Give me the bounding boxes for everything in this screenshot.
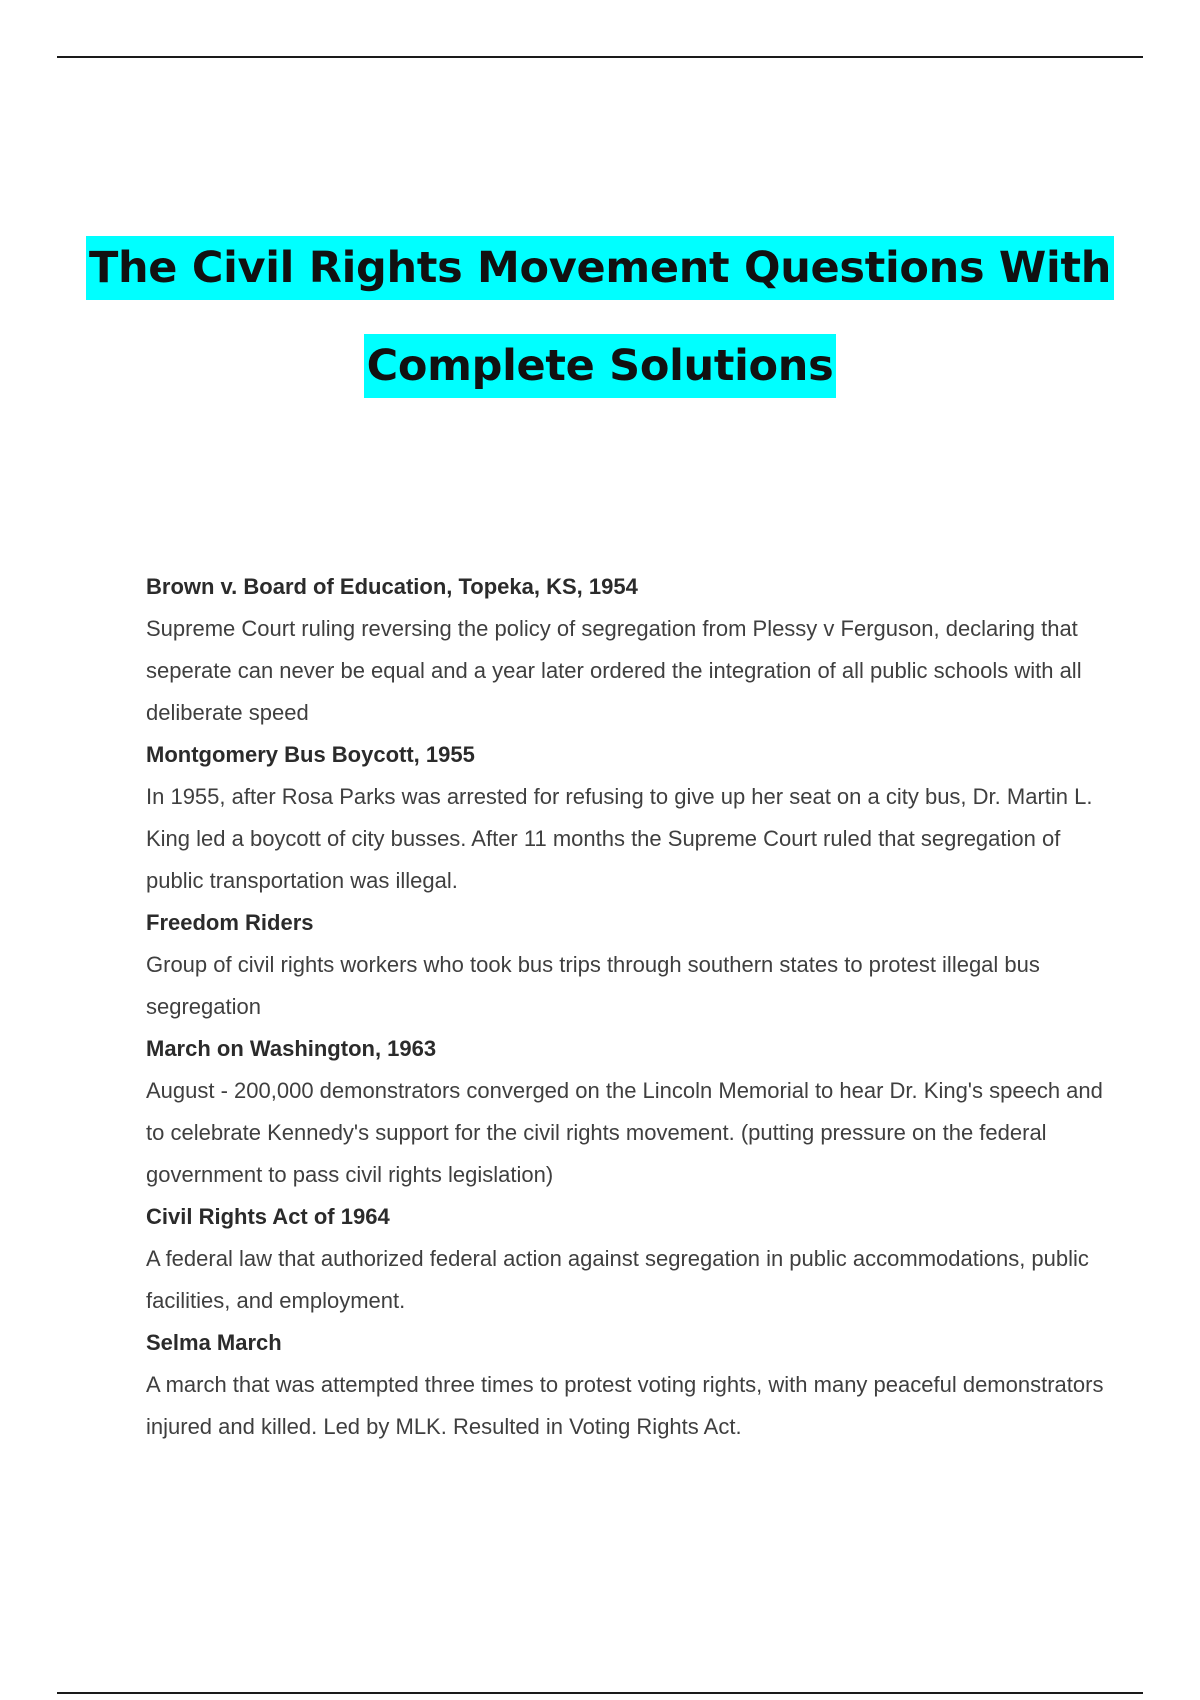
entry-definition: August - 200,000 demonstrators converged on the Lincoln Memorial to hear Dr. King's speech and to celebrate Kennedy's support for the civil rights movement. (putting pressure on the federal government to pass civil rights legislation) (146, 1078, 1103, 1187)
entry-definition: Group of civil rights workers who took bus trips through southern states to protest illegal bus segregation (146, 952, 1040, 1019)
entry-term: Montgomery Bus Boycott, 1955 (146, 742, 475, 767)
title-line-1: The Civil Rights Movement Questions With (86, 236, 1114, 300)
qa-entry (146, 902, 1106, 1028)
document-title (0, 236, 1200, 432)
entry-term: Selma March (146, 1330, 282, 1355)
header-rule (57, 56, 1143, 58)
entry-term: Civil Rights Act of 1964 (146, 1204, 390, 1229)
qa-entry (146, 1196, 1106, 1322)
entry-definition: In 1955, after Rosa Parks was arrested for refusing to give up her seat on a city bus, Dr. Martin L. King led a boycott of city busses. After 11 months the Supreme Court ruled that segregation of public transportation was illegal. (146, 784, 1093, 893)
qa-entry (146, 734, 1106, 902)
entry-definition: A federal law that authorized federal action against segregation in public accommodations, public facilities, and employment. (146, 1246, 1089, 1313)
title-line-2: Complete Solutions (364, 334, 837, 398)
entry-definition: A march that was attempted three times to protest voting rights, with many peaceful demonstrators injured and killed. Led by MLK. Resulted in Voting Rights Act. (146, 1372, 1104, 1439)
entry-term: March on Washington, 1963 (146, 1036, 437, 1061)
entry-term: Brown v. Board of Education, Topeka, KS, 1954 (146, 574, 638, 599)
qa-entry (146, 1322, 1106, 1448)
qa-entry (146, 1028, 1106, 1196)
entry-term: Freedom Riders (146, 910, 314, 935)
footer-rule (57, 1692, 1143, 1694)
qa-list (146, 566, 1106, 1448)
qa-entry (146, 566, 1106, 734)
entry-definition: Supreme Court ruling reversing the policy of segregation from Plessy v Ferguson, declaring that seperate can never be equal and a year later ordered the integration of all public schools with all deliberate speed (146, 616, 1082, 725)
